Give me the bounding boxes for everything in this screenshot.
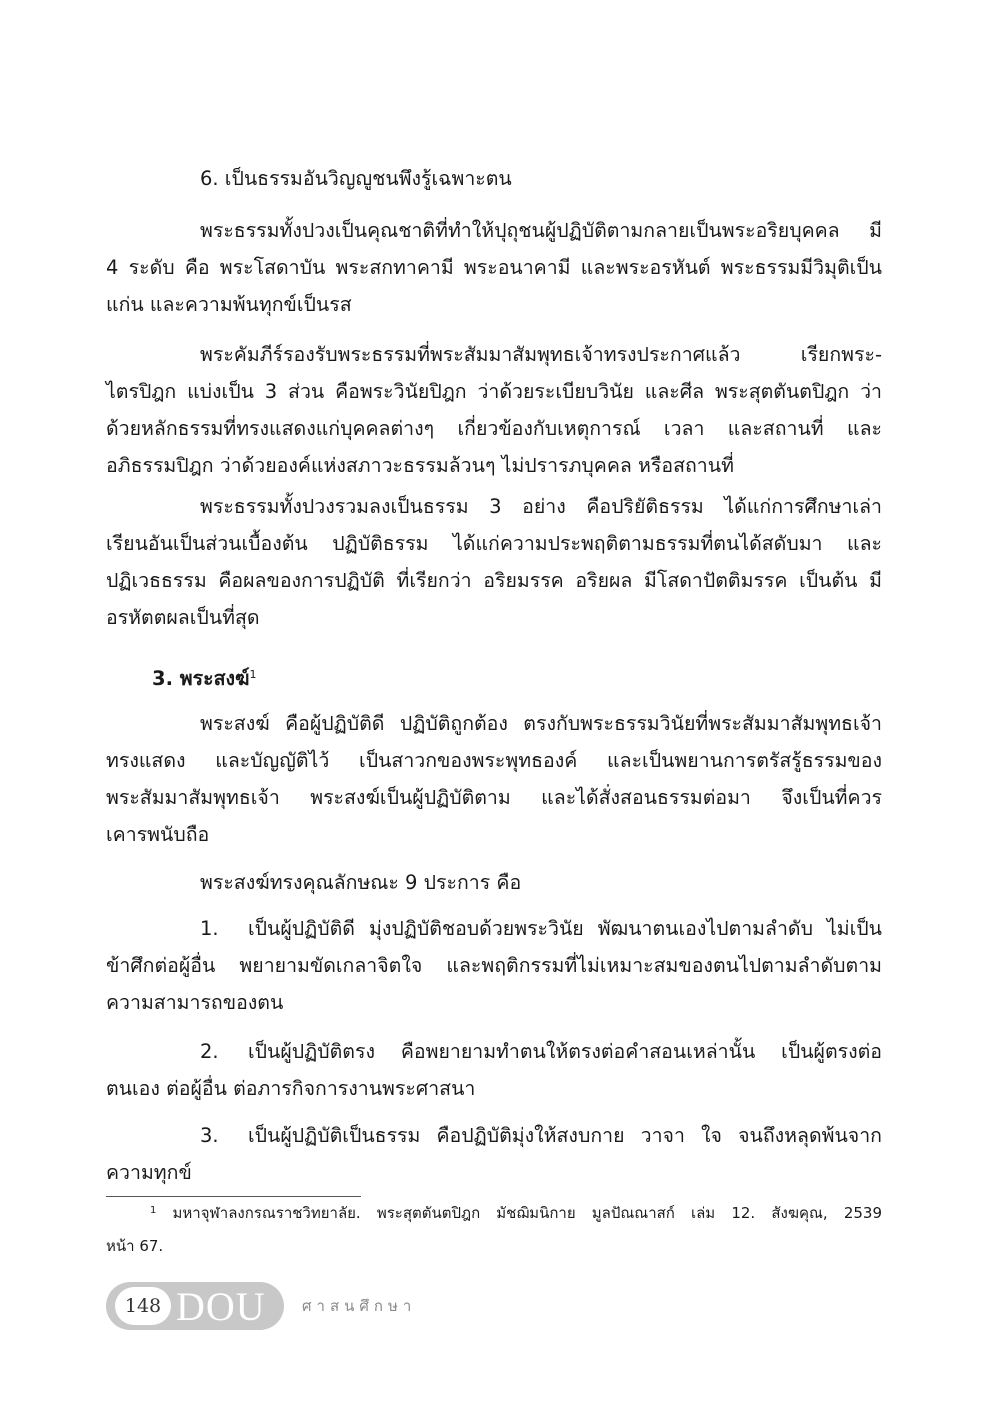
section-heading-text: 3. พระสงฆ์ xyxy=(152,667,250,690)
paragraph-4-line-2: ทรงแสดง และบัญญัติไว้ เป็นสาวกของพระพุทธองค์ และเป็นพยานการตรัสรู้ธรรมของ xyxy=(106,749,882,772)
list-number: 2. xyxy=(200,1040,219,1063)
list-text: เป็นผู้ปฏิบัติเป็นธรรม คือปฏิบัติมุ่งให้สงบกาย วาจา ใจ จนถึงหลุดพ้นจาก xyxy=(248,1124,882,1147)
paragraph-3-line-3: ปฏิเวธธรรม คือผลของการปฏิบัติ ที่เรียกว่า อริยมรรค อริยผล มีโสดาปัตติมรรค เป็นต้น มี xyxy=(106,569,882,592)
paragraph-2-line-4: อภิธรรมปิฎก ว่าด้วยองค์แห่งสภาวะธรรมล้วนๆ ไม่ปรารภบุคคล หรือสถานที่ xyxy=(106,454,734,477)
footer-badge xyxy=(106,1282,284,1330)
paragraph-3-line-1: พระธรรมทั้งปวงรวมลงเป็นธรรม 3 อย่าง คือปริยัติธรรม ได้แก่การศึกษาเล่า xyxy=(200,495,882,518)
paragraph-2-line-3: ด้วยหลักธรรมที่ทรงแสดงแก่บุคคลต่างๆ เกี่ยวข้องกับเหตุการณ์ เวลา และสถานที่ และ xyxy=(106,417,882,440)
list-text: เป็นผู้ปฏิบัติตรง คือพยายามทำตนให้ตรงต่อคำสอนเหล่านั้น เป็นผู้ตรงต่อ xyxy=(248,1040,882,1063)
page-number: 148 xyxy=(115,1287,171,1325)
paragraph-3-line-2: เรียนอันเป็นส่วนเบื้องต้น ปฏิบัติธรรม ได้แก่ความประพฤติตามธรรมที่ตนได้สดับมา และ xyxy=(106,532,882,555)
list-item-1-line-3: ความสามารถของตน xyxy=(106,991,284,1014)
list-item-3-line-2: ความทุกข์ xyxy=(106,1161,192,1184)
footnote-line-1 xyxy=(150,1200,882,1226)
dou-logo: DOU xyxy=(176,1284,266,1329)
course-title: ศาสนศึกษา xyxy=(302,1297,417,1315)
list-item-1-line-1 xyxy=(200,914,882,944)
footnote-mark: 1 xyxy=(150,1205,157,1216)
paragraph-2-line-1: พระคัมภีร์รองรับพระธรรมที่พระสัมมาสัมพุทธเจ้าทรงประกาศแล้ว เรียกพระ- xyxy=(200,343,882,366)
paragraph-1-line-3: แก่น และความพ้นทุกข์เป็นรส xyxy=(106,293,352,316)
list-number: 1. xyxy=(200,917,219,940)
footnote-divider xyxy=(106,1196,361,1197)
paragraph-4-line-1: พระสงฆ์ คือผู้ปฏิบัติดี ปฏิบัติถูกต้อง ตรงกับพระธรรมวินัยที่พระสัมมาสัมพุทธเจ้า xyxy=(200,712,882,735)
footnote-line-2: หน้า 67. xyxy=(106,1237,164,1255)
paragraph-4-line-4: เคารพนับถือ xyxy=(106,823,210,846)
paragraph-1-line-2: 4 ระดับ คือ พระโสดาบัน พระสกทาคามี พระอนาคามี และพระอรหันต์ พระธรรมมีวิมุติเป็น xyxy=(106,256,882,279)
list-item-2-line-1 xyxy=(200,1037,882,1067)
footnote-text: มหาจุฬาลงกรณราชวิทยาลัย. พระสุตตันตปิฎก มัชฌิมนิกาย มูลปัณณาสก์ เล่ม 12. สังฆคุณ, 2539 xyxy=(172,1204,882,1222)
list-item-3-line-1 xyxy=(200,1121,882,1151)
list-text: เป็นผู้ปฏิบัติดี มุ่งปฏิบัติชอบด้วยพระวินัย พัฒนาตนเองไปตามลำดับ ไม่เป็น xyxy=(248,917,882,940)
paragraph-4-line-3: พระสัมมาสัมพุทธเจ้า พระสงฆ์เป็นผู้ปฏิบัติตาม และได้สั่งสอนธรรมต่อมา จึงเป็นที่ควร xyxy=(106,786,882,809)
footnote-ref: 1 xyxy=(249,668,257,681)
paragraph-5: พระสงฆ์ทรงคุณลักษณะ 9 ประการ คือ xyxy=(200,871,522,894)
paragraph-1-line-1: พระธรรมทั้งปวงเป็นคุณชาติที่ทำให้ปุถุชนผู้ปฏิบัติตามกลายเป็นพระอริยบุคคล มี xyxy=(200,219,882,242)
list-item-1-line-2: ข้าศึกต่อผู้อื่น พยายามขัดเกลาจิตใจ และพฤติกรรมที่ไม่เหมาะสมของตนไปตามลำดับตาม xyxy=(106,954,882,977)
paragraph-3-line-4: อรหัตตผลเป็นที่สุด xyxy=(106,606,260,629)
section-heading-sangha xyxy=(152,664,256,694)
paragraph-2-line-2: ไตรปิฎก แบ่งเป็น 3 ส่วน คือพระวินัยปิฎก ว่าด้วยระเบียบวินัย และศีล พระสุตตันตปิฎก ว่า xyxy=(106,380,882,403)
list-number: 3. xyxy=(200,1124,219,1147)
item-6: 6. เป็นธรรมอันวิญญูชนพึงรู้เฉพาะตน xyxy=(200,167,512,190)
list-item-2-line-2: ตนเอง ต่อผู้อื่น ต่อภารกิจการงานพระศาสนา xyxy=(106,1077,476,1100)
